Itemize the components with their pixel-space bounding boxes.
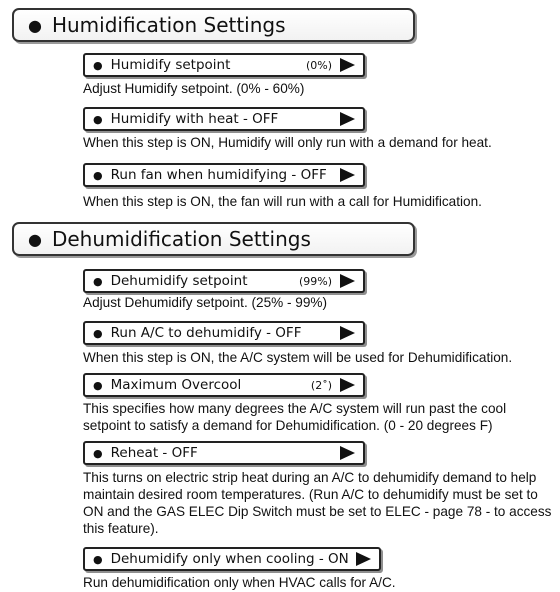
right-arrow-icon xyxy=(340,274,355,288)
step-label: Maximum Overcool xyxy=(110,377,242,393)
bullet-icon: ● xyxy=(93,446,103,460)
bullet-icon: ● xyxy=(93,168,103,182)
step-description: When this step is ON, Humidify will only run with a demand for heat. xyxy=(83,135,492,150)
step-description: Adjust Humidify setpoint. (0% - 60%) xyxy=(83,81,305,96)
humidification-settings-header xyxy=(12,8,415,42)
step-description: This specifies how many degrees the A/C system will run past the cool setpoint to satisfy a demand for Dehumidification. (0 - 20 degrees F) xyxy=(83,401,507,433)
dehumidify-setpoint-button[interactable] xyxy=(83,269,365,293)
step-description: Adjust Dehumidify setpoint. (25% - 99%) xyxy=(83,295,328,310)
section-title: Dehumidification Settings xyxy=(51,227,311,251)
section-title: Humidification Settings xyxy=(51,13,286,37)
maximum-overcool-button[interactable] xyxy=(83,373,365,397)
step-description: This turns on electric strip heat during an A/C to dehumidify demand to help maintain desired room temperatures. (Run A/C to dehumidify must be set to ON and the GAS ELEC Dip Switch must be set to ELEC - page 78 - to access this feature). xyxy=(83,470,552,536)
right-arrow-icon xyxy=(340,326,355,340)
step-label: Dehumidify only when cooling - ON xyxy=(110,551,349,567)
right-arrow-icon xyxy=(340,112,355,126)
bullet-icon: ● xyxy=(93,274,103,288)
humidify-with-heat-button[interactable] xyxy=(83,107,365,131)
run-ac-to-dehumidify-button[interactable] xyxy=(83,321,365,345)
bullet-icon: ● xyxy=(28,15,42,35)
reheat-button[interactable] xyxy=(83,441,365,465)
step-description: When this step is ON, the A/C system will be used for Dehumidification. xyxy=(83,350,513,365)
step-label: Run fan when humidifying - OFF xyxy=(110,167,327,183)
bullet-icon: ● xyxy=(93,58,103,72)
bullet-icon: ● xyxy=(93,326,103,340)
bullet-icon: ● xyxy=(93,552,103,566)
dehumidification-settings-header xyxy=(12,222,415,256)
dehumidify-only-when-cooling-button[interactable] xyxy=(83,547,381,571)
step-value: (2˚) xyxy=(310,378,332,392)
step-label: Humidify with heat - OFF xyxy=(110,111,279,127)
step-label: Dehumidify setpoint xyxy=(110,273,248,289)
run-fan-when-humidifying-button[interactable] xyxy=(83,163,365,187)
right-arrow-icon xyxy=(340,168,355,182)
bullet-icon: ● xyxy=(93,112,103,126)
right-arrow-icon xyxy=(340,378,355,392)
right-arrow-icon xyxy=(340,446,355,460)
step-label: Reheat - OFF xyxy=(110,445,198,461)
step-label: Run A/C to dehumidify - OFF xyxy=(110,325,302,341)
bullet-icon: ● xyxy=(93,378,103,392)
step-description: When this step is ON, the fan will run with a call for Humidification. xyxy=(83,194,482,209)
step-label: Humidify setpoint xyxy=(110,57,231,73)
step-description: Run dehumidification only when HVAC calls for A/C. xyxy=(83,575,396,590)
bullet-icon: ● xyxy=(28,229,42,249)
step-value: (99%) xyxy=(298,274,332,288)
humidify-setpoint-button[interactable] xyxy=(83,53,365,77)
right-arrow-icon xyxy=(340,58,355,72)
right-arrow-icon xyxy=(356,552,371,566)
step-value: (0%) xyxy=(305,58,332,72)
